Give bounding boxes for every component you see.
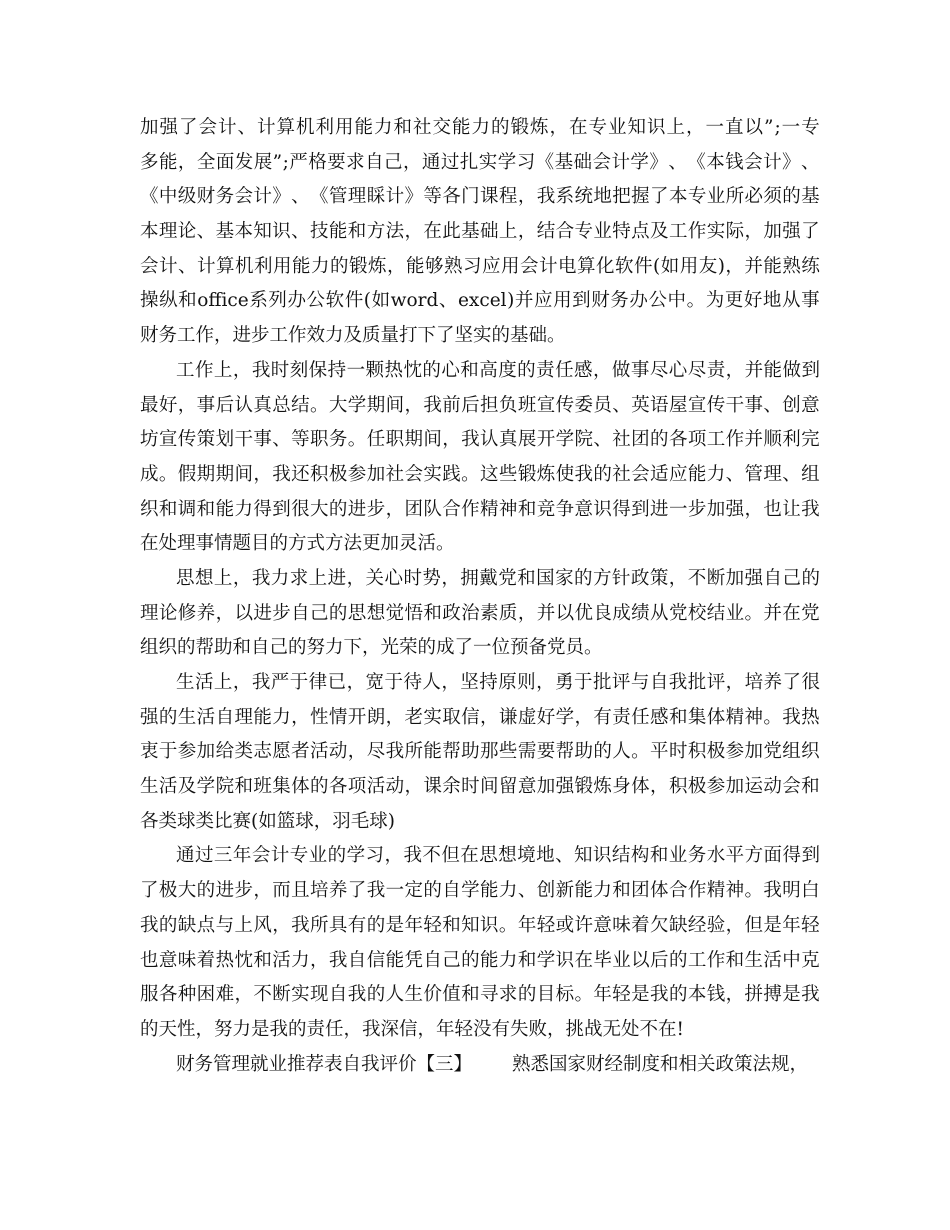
line-text: 也 意 味 着 热 忱 和 活 力 ， 我 自 信 能 凭 自 己 的 能 力 和 学 识 在 毕 业 以 后 的 工 作 和 生 活 中 克 xyxy=(140,949,820,971)
text-line xyxy=(140,354,820,389)
line-text: 财务工作，进步工作效力及质量打下了坚实的基础。 xyxy=(140,325,566,347)
text-line xyxy=(140,944,820,979)
text-line xyxy=(140,423,820,458)
text-line xyxy=(140,978,820,1013)
line-text: 本 理 论 、 基 本 知 识 、 技 能 和 方 法 ， 在 此 基 础 上 ， 结 合 专 业 特 点 及 工 作 实 际 ， 加 强 了 xyxy=(140,221,820,243)
line-text: 成 。 假 期 期 间 ， 我 还 积 极 参 加 社 会 实 践 。 这 些 锻 炼 使 我 的 社 会 适 应 能 力 、 管 理 、 组 xyxy=(140,463,820,485)
line-text: 生 活 上 ， 我 严 于 律 已 ， 宽 于 待 人 ， 坚 持 原 则 ， 勇 于 批 评 与 自 我 批 评 ， 培 养 了 很 xyxy=(176,672,820,693)
text-line xyxy=(140,597,820,632)
text-line xyxy=(140,562,820,597)
text-line xyxy=(140,631,820,666)
text-line xyxy=(140,389,820,424)
line-text: 了 极 大 的 进 步 ， 而 且 培 养 了 我 一 定 的 自 学 能 力 、 创 新 能 力 和 团 体 合 作 精 神 。 我 明 白 xyxy=(140,880,820,902)
line-text: 操 纵 和 office 系 列 办 公 软 件 ( 如 word 、 excel ) 并 应 用 到 财 务 办 公 中 。 为 更 好 地 从 事 xyxy=(140,290,820,312)
line-text: 会 计 、 计 算 机 利 用 能 力 的 锻 炼 ， 能 够 熟 习 应 用 会 计 电 算 化 软 件 ( 如 用 友 ) ， 并 能 熟 练 xyxy=(140,255,820,277)
line-text: 生 活 及 学 院 和 班 集 体 的 各 项 活 动 ， 课 余 时 间 留 意 加 强 锻 炼 身 体 ， 积 极 参 加 运 动 会 和 xyxy=(140,776,820,798)
text-line xyxy=(140,527,820,562)
line-text: 通 过 三 年 会 计 专 业 的 学 习 ， 我 不 但 在 思 想 境 地 、 知 识 结 构 和 业 务 水 平 方 面 得 到 xyxy=(176,845,820,867)
text-line xyxy=(140,735,820,770)
line-text: 坊 宣 传 策 划 干 事 、 等 职 务 。 任 职 期 间 ， 我 认 真 展 开 学 院 、 社 团 的 各 项 工 作 并 顺 利 完 xyxy=(140,429,820,451)
line-text: 在处理事情题目的方式方法更加灵活。 xyxy=(140,533,455,555)
section-heading: 财务管理就业推荐表自我评价【三】 xyxy=(176,1053,473,1075)
line-text: 最 好 ， 事 后 认 真 总 结 。 大 学 期 间 ， 我 前 后 担 负 班 宣 传 委 员 、 英 语 屋 宣 传 干 事 、 创 意 xyxy=(140,394,820,416)
text-line xyxy=(140,284,820,319)
line-text: 衷 于 参 加 给 类 志 愿 者 活 动 ， 尽 我 所 能 帮 助 那 些 需 要 帮 助 的 人 。 平 时 积 极 参 加 党 组 织 xyxy=(140,741,820,763)
line-text: 理 论 修 养 ， 以 进 步 自 己 的 思 想 觉 悟 和 政 治 素 质 ， 并 以 优 良 成 绩 从 党 校 结 业 。 并 在 党 xyxy=(140,602,820,624)
line-text: 我 的 缺 点 与 上 风 ， 我 所 具 有 的 是 年 轻 和 知 识 。 年 轻 或 许 意 味 着 欠 缺 经 验 ， 但 是 年 轻 xyxy=(140,914,820,936)
text-line xyxy=(140,770,820,805)
line-text: 强 的 生 活 自 理 能 力 ， 性 情 开 朗 ， 老 实 取 信 ， 谦 虚 好 学 ， 有 责 任 感 和 集 体 精 神 。 我 热 xyxy=(140,706,820,728)
line-text: 织 和 调 和 能 力 得 到 很 大 的 进 步 ， 团 队 合 作 精 神 和 竞 争 意 识 得 到 进 一 步 加 强 ， 也 让 我 xyxy=(140,498,820,520)
line-text: 加 强 了 会 计 、 计 算 机 利 用 能 力 和 社 交 能 力 的 锻 炼 ， 在 专 业 知 识 上 ， 一 直 以 ” ; 一 专 xyxy=(140,117,820,138)
text-line xyxy=(140,319,820,354)
text-line xyxy=(140,111,820,146)
line-text: 服 各 种 困 难 ， 不 断 实 现 自 我 的 人 生 价 值 和 寻 求 的 目 标 。 年 轻 是 我 的 本 钱 ， 拼 搏 是 我 xyxy=(140,984,820,1006)
text-line xyxy=(140,666,820,701)
text-line xyxy=(140,215,820,250)
text-line xyxy=(140,909,820,944)
text-line xyxy=(140,493,820,528)
text-line xyxy=(140,250,820,285)
line-text: 组织的帮助和自己的努力下，光荣的成了一位预备党员。 xyxy=(140,637,603,659)
text-line xyxy=(140,701,820,736)
line-text: 的天性，努力是我的责任，我深信，年轻没有失败，挑战无处不在! xyxy=(140,1018,684,1040)
text-line xyxy=(140,458,820,493)
text-line xyxy=(140,1013,820,1048)
line-text: 《 中 级 财 务 会 计 》 、 《 管 理 睬 计 》 等 各 门 课 程 ， 我 系 统 地 把 握 了 本 专 业 所 必 须 的 基 xyxy=(140,186,820,208)
line-text: 各类球类比赛(如篮球，羽毛球) xyxy=(140,810,395,832)
section-line xyxy=(140,1048,820,1083)
document-body xyxy=(140,111,820,1082)
text-line xyxy=(140,839,820,874)
text-line xyxy=(140,874,820,909)
line-text: 工 作 上 ， 我 时 刻 保 持 一 颗 热 忱 的 心 和 高 度 的 责 任 感 ， 做 事 尽 心 尽 责 ， 并 能 做 到 xyxy=(176,359,820,381)
line-text: 多 能 ， 全 面 发 展 ” ; 严 格 要 求 自 己 ， 通 过 扎 实 学 习 《 基 础 会 计 学 》 、 《 本 钱 会 计 》 、 xyxy=(140,151,820,173)
text-line xyxy=(140,805,820,840)
text-line xyxy=(140,180,820,215)
line-text: 思 想 上 ， 我 力 求 上 进 ， 关 心 时 势 ， 拥 戴 党 和 国 家 的 方 针 政 策 ， 不 断 加 强 自 己 的 xyxy=(176,567,820,589)
text-line xyxy=(140,146,820,181)
section-first-sentence: 熟悉国家财经制度和相关政策法规， xyxy=(512,1053,809,1075)
